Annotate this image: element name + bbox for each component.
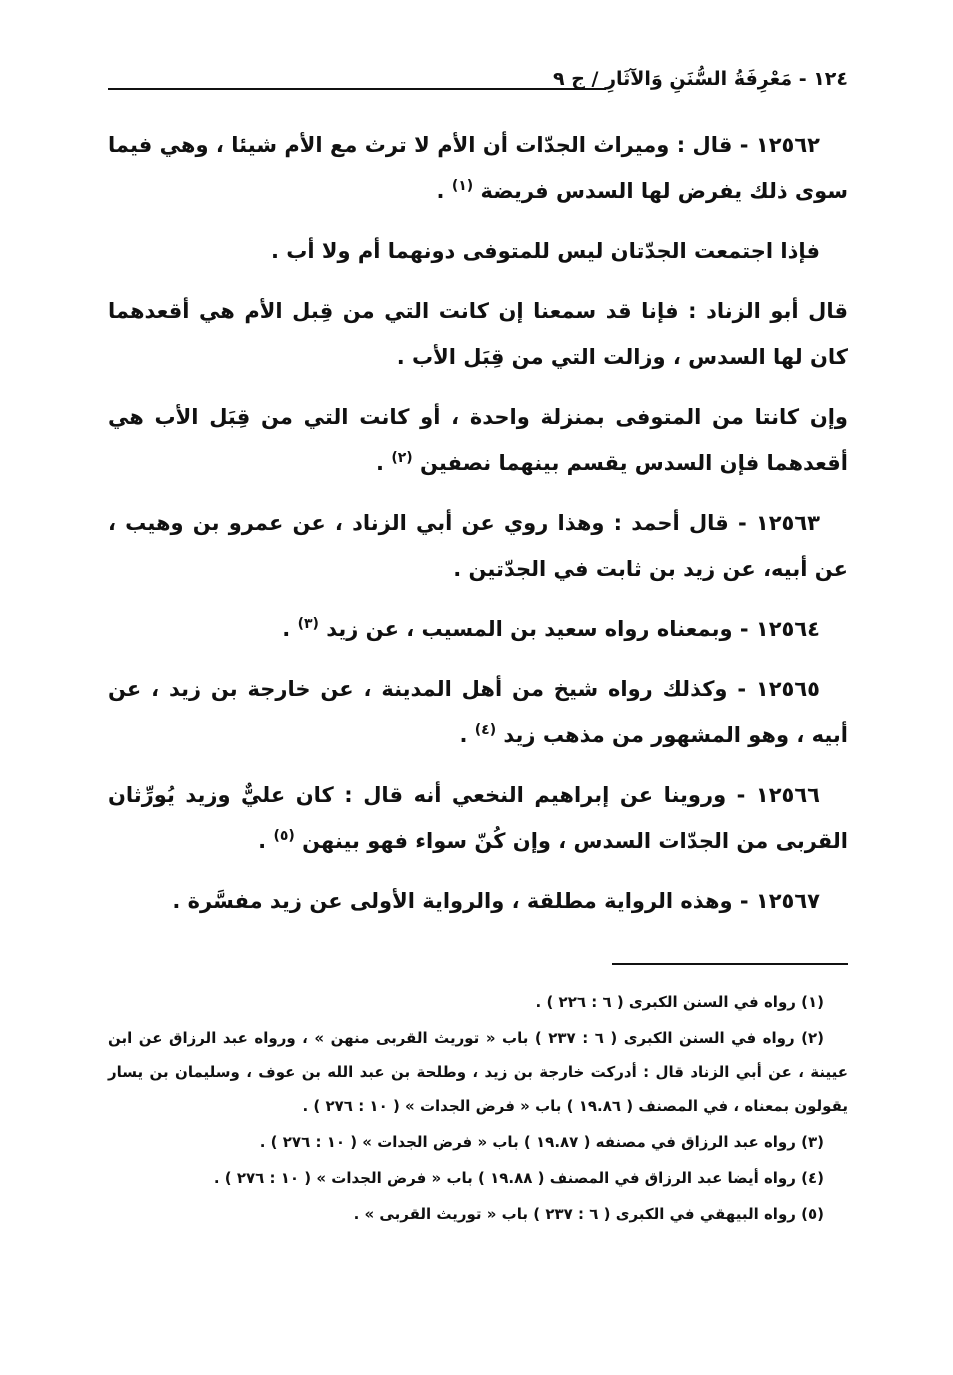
paragraph-text: ١٢٥٦٢ - قال : وميراث الجدّات أن الأم لا ترث مع الأم شيئا ، وهي فيما سوى ذلك يفرض لها السدس فريضة bbox=[108, 133, 848, 203]
footnote-separator bbox=[612, 963, 848, 965]
paragraph-tail: . bbox=[376, 451, 392, 475]
running-header: ١٢٤ - مَعْرِفَةُ السُّنَنِ وَالآثَارِ / ج ٩ bbox=[552, 68, 848, 90]
paragraph-text: وإن كانتا من المتوفى بمنزلة واحدة ، أو كانت التي من قِبَل الأب هي أقعدهما فإن السدس يقسم بينهما نصفين bbox=[108, 405, 848, 475]
paragraph-12566 bbox=[108, 772, 848, 864]
paragraph-equal-rank bbox=[108, 394, 848, 486]
paragraph-abu-zinad bbox=[108, 288, 848, 380]
footnotes bbox=[108, 985, 848, 1233]
paragraph-12564 bbox=[108, 606, 848, 652]
footnote-ref: (٥) bbox=[273, 828, 295, 844]
paragraph-tail: . bbox=[258, 829, 274, 853]
footnote-2: (٢) رواه في السنن الكبرى ( ٦ : ٢٣٧ ) باب « توريث القربى منهن » ، ورواه عبد الرزاق عن ابن عيينة ، عن أبي الزناد قال : أدركت خارجة بن زيد ، وطلحة بن عبد الله بن عوف ، وسليمان بن يسار يقولون بمعناه ، في المصنف ( ١٩.٨٦ ) باب « فرض الجدات » ( ١٠ : ٢٧٦ ) . bbox=[108, 1029, 848, 1115]
paragraph-tail: . bbox=[436, 179, 452, 203]
paragraph-text: فإذا اجتمعت الجدّتان ليس للمتوفى دونهما أم ولا أب . bbox=[270, 239, 820, 263]
footnote-ref: (١) bbox=[451, 178, 474, 194]
header-rule bbox=[108, 88, 606, 90]
paragraph-text: ١٢٥٦٥ - وكذلك رواه شيخ من أهل المدينة ، عن خارجة بن زيد ، عن أبيه ، وهو المشهور من مذهب زيد bbox=[108, 677, 848, 747]
paragraph-12563 bbox=[108, 500, 848, 592]
paragraph-12562 bbox=[108, 122, 848, 214]
paragraph-12565 bbox=[108, 666, 848, 758]
footnote-1: (١) رواه في السنن الكبرى ( ٦ : ٢٢٦ ) . bbox=[535, 993, 824, 1011]
paragraph-tail: . bbox=[459, 723, 475, 747]
footnote-3: (٣) رواه عبد الرزاق في مصنفه ( ١٩.٨٧ ) باب « فرض الجدات » ( ١٠ : ٢٧٦ ) . bbox=[259, 1133, 824, 1151]
paragraph-tail: . bbox=[282, 617, 298, 641]
paragraph-text: قال أبو الزناد : فإنا قد سمعنا إن كانت التي من قِبل الأم هي أقعدهما كان لها السدس ، وزالت التي من قِبَل الأب . bbox=[108, 299, 848, 369]
paragraph-text: ١٢٥٦٧ - وهذه الرواية مطلقة ، والرواية الأولى عن زيد مفسَّرة . bbox=[172, 889, 820, 913]
page-header bbox=[108, 64, 848, 104]
paragraph-grandmothers bbox=[108, 228, 848, 274]
footnote-5: (٥) رواه البيهقي في الكبرى ( ٦ : ٢٣٧ ) باب « توريث القربى » . bbox=[353, 1205, 824, 1223]
paragraph-text: ١٢٥٦٤ - وبمعناه رواه سعيد بن المسيب ، عن زيد bbox=[326, 617, 820, 641]
paragraph-text: ١٢٥٦٦ - وروينا عن إبراهيم النخعي أنه قال : كان عليٌّ وزيد يُورِّثان القربى من الجدّات السدس ، وإن كُنّ سواء فهو بينهن bbox=[108, 783, 848, 853]
paragraph-12567 bbox=[108, 878, 848, 924]
footnote-ref: (٣) bbox=[297, 616, 319, 632]
footnote-ref: (٢) bbox=[391, 450, 413, 466]
paragraph-text: ١٢٥٦٣ - قال أحمد : وهذا روي عن أبي الزناد ، عن عمرو بن وهيب ، عن أبيه، عن زيد بن ثابت في الجدّتين . bbox=[108, 511, 848, 581]
footnote-4: (٤) رواه أيضا عبد الرزاق في المصنف ( ١٩.٨٨ ) باب « فرض الجدات » ( ١٠ : ٢٧٦ ) . bbox=[213, 1169, 824, 1187]
footnote-ref: (٤) bbox=[474, 722, 497, 738]
main-text bbox=[108, 122, 848, 938]
